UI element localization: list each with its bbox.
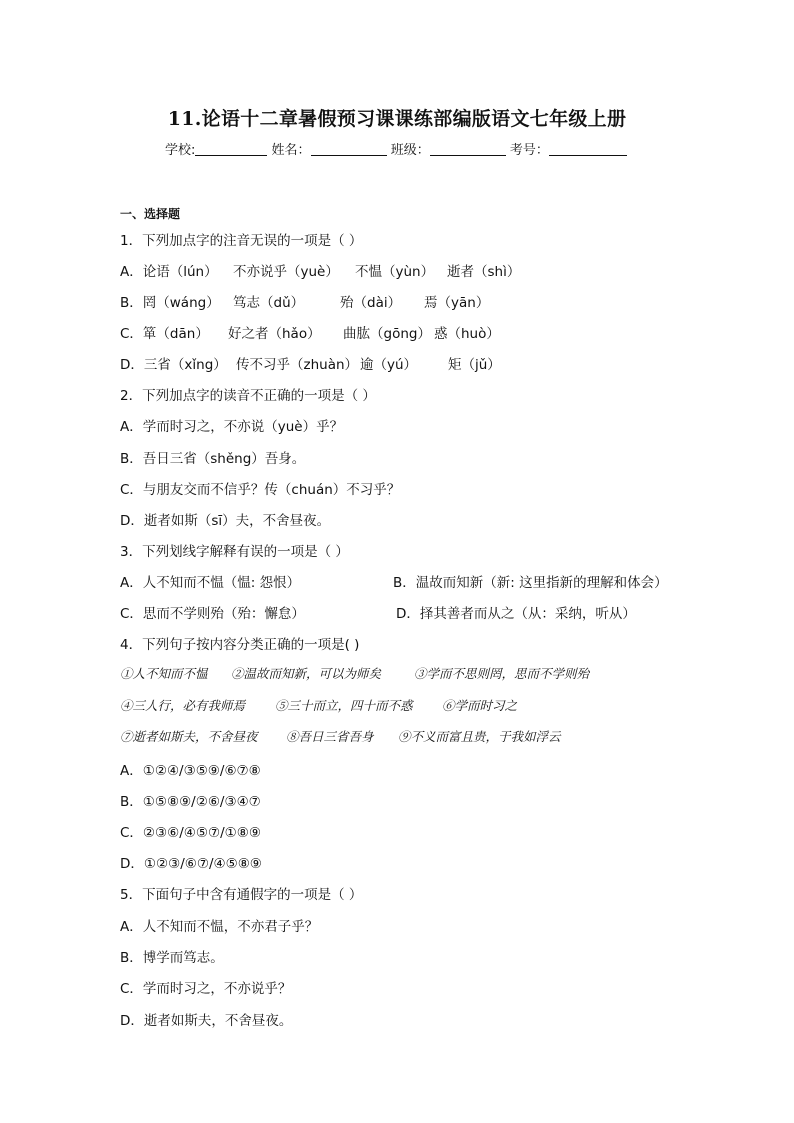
q4-option-d[interactable]: D．①②③/⑥⑦/④⑤⑧⑨ bbox=[120, 856, 262, 872]
question-2-stem: 2．下列加点字的读音不正确的一项是（ ） bbox=[120, 388, 376, 404]
q2-option-c[interactable]: C．与朋友交而不信乎？传（chuán）不习乎？ bbox=[120, 482, 401, 498]
q1-a-item: 不愠（yùn） bbox=[355, 264, 435, 280]
number-label: 考号： bbox=[509, 143, 549, 158]
school-label: 学校: bbox=[165, 143, 196, 158]
number-blank[interactable] bbox=[549, 142, 627, 156]
class-blank[interactable] bbox=[430, 142, 506, 156]
q4-sentence: ⑦逝者如斯夫，不舍昼夜 bbox=[120, 729, 258, 744]
q1-option-c[interactable] bbox=[120, 322, 520, 340]
q5-option-c[interactable]: C．学而时习之，不亦说乎？ bbox=[120, 981, 292, 997]
question-1-stem: 1．下列加点字的注音无误的一项是（ ） bbox=[120, 233, 363, 249]
q2-option-b[interactable]: B．吾日三省（shěng）吾身。 bbox=[120, 451, 306, 467]
school-blank[interactable] bbox=[195, 142, 267, 156]
q1-d-item: 传不习乎（zhuàn） bbox=[236, 357, 359, 373]
q4-sentence: ④三人行，必有我师焉 bbox=[120, 698, 246, 713]
q3-option-c[interactable]: C．思而不学则殆（殆：懈怠） bbox=[120, 606, 305, 622]
q4-sentence: ①人不知而不愠 bbox=[120, 666, 208, 681]
q1-a-item: A．论语（lún） bbox=[120, 264, 218, 280]
student-info-line bbox=[165, 139, 627, 158]
q4-sentence-line-3 bbox=[120, 727, 620, 745]
q4-sentence-line-1 bbox=[120, 664, 620, 682]
q2-option-d[interactable]: D．逝者如斯（sī）夫，不舍昼夜。 bbox=[120, 513, 331, 529]
q1-b-item: 殆（dài） bbox=[340, 295, 402, 311]
q4-sentence: ③学而不思则罔，思而不学则殆 bbox=[414, 666, 590, 681]
q1-c-item: 好之者（hǎo） bbox=[228, 326, 321, 342]
section-heading: 一、选择题 bbox=[120, 207, 181, 221]
q1-option-b[interactable] bbox=[120, 291, 520, 309]
q4-option-c[interactable]: C．②③⑥/④⑤⑦/①⑧⑨ bbox=[120, 825, 261, 841]
q1-option-d[interactable] bbox=[120, 353, 520, 371]
q4-option-b[interactable]: B．①⑤⑧⑨/②⑥/③④⑦ bbox=[120, 794, 261, 810]
q1-d-item: 逾（yú） bbox=[360, 357, 418, 373]
q4-sentence: ⑧吾日三省吾身 bbox=[286, 729, 374, 744]
q1-b-item: 笃志（dǔ） bbox=[233, 295, 305, 311]
q1-option-a[interactable] bbox=[120, 260, 520, 278]
q5-option-d[interactable]: D．逝者如斯夫，不舍昼夜。 bbox=[120, 1013, 293, 1029]
q3-option-d[interactable]: D．择其善者而从之（从：采纳，听从） bbox=[396, 606, 636, 622]
q1-d-item: 矩（jǔ） bbox=[448, 357, 501, 373]
q4-option-a[interactable]: A．①②④/③⑤⑨/⑥⑦⑧ bbox=[120, 763, 261, 779]
q4-sentence-line-2 bbox=[120, 696, 620, 714]
q1-c-item: 曲肱（gōng） bbox=[343, 326, 431, 342]
question-4-stem: 4．下列句子按内容分类正确的一项是( ) bbox=[120, 637, 360, 653]
q5-option-b[interactable]: B．博学而笃志。 bbox=[120, 950, 224, 966]
q1-c-item: C．箪（dān） bbox=[120, 326, 209, 342]
q1-c-item: 惑（huò） bbox=[434, 326, 500, 342]
page-title: 11.论语十二章暑假预习课课练部编版语文七年级上册 bbox=[167, 108, 627, 130]
q1-a-item: 逝者（shì） bbox=[447, 264, 521, 280]
question-3-stem: 3．下列划线字解释有误的一项是（ ） bbox=[120, 544, 349, 560]
q1-b-item: 焉（yān） bbox=[424, 295, 490, 311]
name-label: 姓名： bbox=[271, 143, 311, 158]
q4-sentence: ⑥学而时习之 bbox=[442, 698, 518, 713]
q3-option-a[interactable]: A．人不知而不愠（愠: 怨恨） bbox=[120, 575, 301, 591]
name-blank[interactable] bbox=[311, 142, 387, 156]
q4-sentence: ⑨不义而富且贵，于我如浮云 bbox=[398, 729, 561, 744]
q1-b-item: B．罔（wáng） bbox=[120, 295, 220, 311]
q4-sentence: ⑤三十而立，四十而不惑 bbox=[275, 698, 413, 713]
q3-option-b[interactable]: B．温故而知新（新: 这里指新的理解和体会） bbox=[393, 575, 668, 591]
q1-d-item: D．三省（xǐng） bbox=[120, 357, 227, 373]
q2-option-a[interactable]: A．学而时习之，不亦说（yuè）乎？ bbox=[120, 419, 344, 435]
q1-a-item: 不亦说乎（yuè） bbox=[233, 264, 339, 280]
q4-sentence: ②温故而知新，可以为师矣 bbox=[231, 666, 382, 681]
question-5-stem: 5．下面句子中含有通假字的一项是（ ） bbox=[120, 887, 363, 903]
q5-option-a[interactable]: A．人不知而不愠，不亦君子乎？ bbox=[120, 919, 319, 935]
class-label: 班级： bbox=[390, 143, 430, 158]
